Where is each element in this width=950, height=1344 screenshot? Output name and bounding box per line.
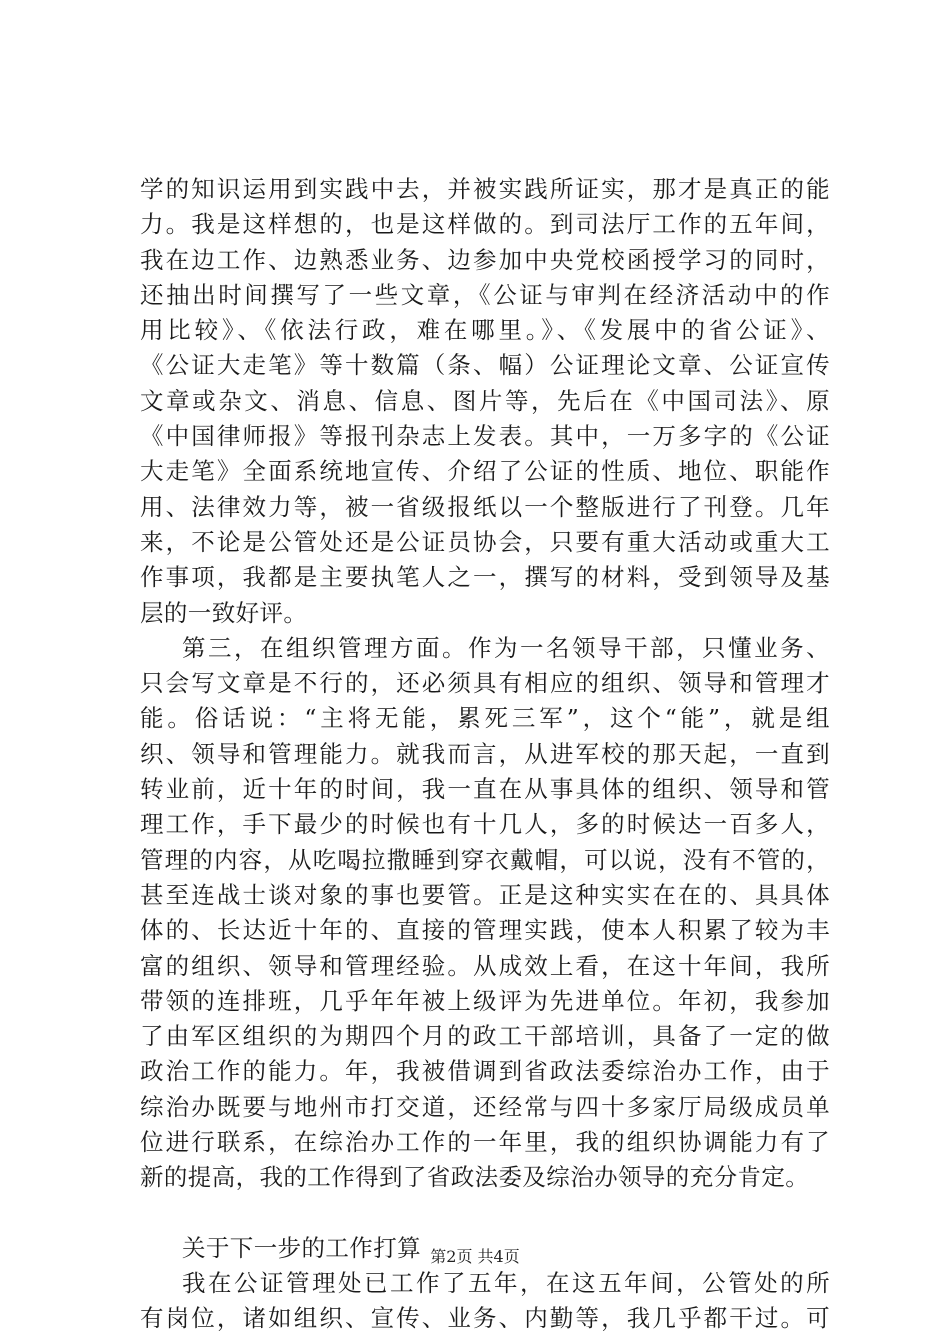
text-line: 用、法律效力等，被一省级报纸以一个整版进行了刊登。几年 xyxy=(140,492,830,521)
text-line: 转业前，近十年的时间，我一直在从事具体的组织、领导和管 xyxy=(140,775,830,804)
text-line: 力。我是这样想的，也是这样做的。到司法厅工作的五年间， xyxy=(140,210,830,239)
text-line: 新的提高，我的工作得到了省政法委及综治办领导的充分肯定。 xyxy=(140,1163,810,1192)
text-line: 带领的连排班，几乎年年被上级评为先进单位。年初，我参加 xyxy=(140,986,830,1015)
text-line: 作事项，我都是主要执笔人之一，撰写的材料，受到领导及基 xyxy=(140,563,830,592)
text-line: 体的、长达近十年的、直接的管理实践，使本人积累了较为丰 xyxy=(140,916,830,945)
text-line: 位进行联系，在综治办工作的一年里，我的组织协调能力有了 xyxy=(140,1128,830,1157)
text-line: 甚至连战士谈对象的事也要管。正是这种实实在在的、具具体 xyxy=(140,880,830,909)
text-line: 《公证大走笔》等十数篇（条、幅）公证理论文章、公证宣传 xyxy=(140,351,830,380)
text-line: 理工作，手下最少的时候也有十几人，多的时候达一百多人， xyxy=(140,810,830,839)
text-line: 文章或杂文、消息、信息、图片等，先后在《中国司法》、原 xyxy=(140,386,830,415)
section-heading: 关于下一步的工作打算 xyxy=(182,1233,421,1262)
text-line: 能。俗话说：“主将无能，累死三军”，这个“能”，就是组 xyxy=(140,704,830,733)
paragraph-gap xyxy=(140,1196,830,1231)
paragraph-first-line: 我在公证管理处已工作了五年，在这五年间，公管处的所 xyxy=(182,1268,830,1297)
text-line: 管理的内容，从吃喝拉撒睡到穿衣戴帽，可以说，没有不管的， xyxy=(140,845,830,874)
text-line: 还抽出时间撰写了一些文章，《公证与审判在经济活动中的作 xyxy=(140,280,830,309)
text-line: 综治办既要与地州市打交道，还经常与四十多家厅局级成员单 xyxy=(140,1092,830,1121)
text-line: 织、领导和管理能力。就我而言，从进军校的那天起，一直到 xyxy=(140,739,830,768)
text-line: 大走笔》全面系统地宣传、介绍了公证的性质、地位、职能作 xyxy=(140,457,830,486)
paragraph-first-line: 第三，在组织管理方面。作为一名领导干部，只懂业务、 xyxy=(182,633,830,662)
text-line: 政治工作的能力。年，我被借调到省政法委综治办工作，由于 xyxy=(140,1057,830,1086)
text-line: 我在边工作、边熟悉业务、边参加中央党校函授学习的同时， xyxy=(140,245,830,274)
document-body xyxy=(140,172,830,1337)
text-line: 只会写文章是不行的，还必须具有相应的组织、领导和管理才 xyxy=(140,669,830,698)
text-line: 富的组织、领导和管理经验。从成效上看，在这十年间，我所 xyxy=(140,951,830,980)
text-line: 学的知识运用到实践中去，并被实践所证实，那才是真正的能 xyxy=(140,175,830,203)
page-number-footer: 第2页 共4页 xyxy=(430,1247,520,1266)
text-line: 用比较》、《依法行政，难在哪里。》、《发展中的省公证》、 xyxy=(140,316,830,345)
text-line: 有岗位，诸如组织、宣传、业务、内勤等，我几乎都干过。可 xyxy=(140,1304,830,1333)
text-line: 《中国律师报》等报刊杂志上发表。其中，一万多字的《公证 xyxy=(140,422,830,451)
text-line: 层的一致好评。 xyxy=(140,598,308,627)
text-line: 了由军区组织的为期四个月的政工干部培训，具备了一定的做 xyxy=(140,1022,830,1051)
text-line: 来，不论是公管处还是公证员协会，只要有重大活动或重大工 xyxy=(140,527,830,556)
